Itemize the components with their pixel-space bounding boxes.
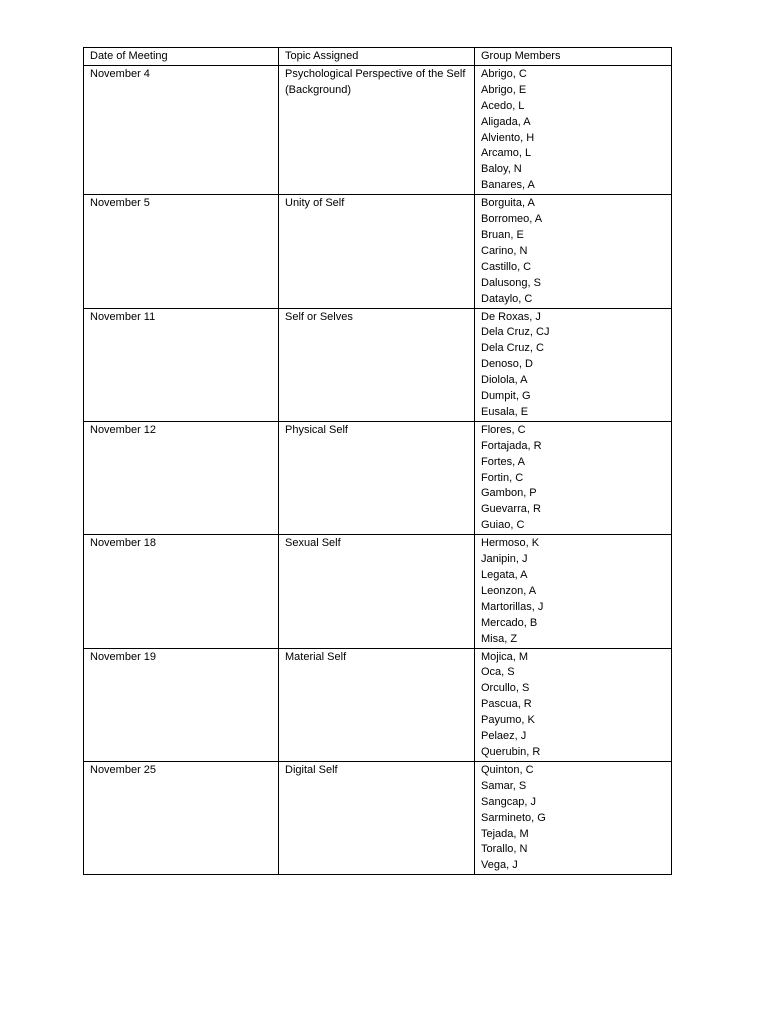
group-member: Acedo, L [481, 99, 525, 112]
group-member: Dalusong, S [481, 276, 541, 289]
header-row [84, 48, 672, 66]
table-row [84, 308, 672, 421]
group-member: Martorillas, J [481, 600, 544, 613]
group-member: Janipin, J [481, 553, 528, 566]
group-member: Quinton, C [481, 763, 534, 776]
group-member: Baloy, N [481, 163, 522, 176]
group-member: Oca, S [481, 666, 515, 679]
group-members [475, 195, 672, 308]
group-member: Dataylo, C [481, 292, 533, 305]
group-member: Abrigo, E [481, 83, 527, 96]
group-member: Aligada, A [481, 115, 531, 128]
group-member: Sangcap, J [481, 795, 537, 808]
group-member: Tejada, M [481, 827, 529, 840]
meeting-date: November 11 [84, 308, 279, 421]
group-member: Fortajada, R [481, 439, 542, 452]
header-topic: Topic Assigned [279, 48, 475, 66]
group-members [475, 761, 672, 874]
topic-assigned: Sexual Self [279, 535, 475, 648]
group-member: Denoso, D [481, 358, 533, 371]
group-member: Pelaez, J [481, 730, 527, 743]
meeting-date: November 5 [84, 195, 279, 308]
group-member: Samar, S [481, 779, 527, 792]
group-member: Leonzon, A [481, 584, 537, 597]
group-member: Guevarra, R [481, 503, 541, 516]
group-members [475, 421, 672, 534]
meeting-date: November 25 [84, 761, 279, 874]
meeting-date: November 4 [84, 65, 279, 194]
topic-assigned: Material Self [279, 648, 475, 761]
topic-assigned: Psychological Perspective of the Self (Background) [279, 65, 475, 194]
topic-assigned: Physical Self [279, 421, 475, 534]
group-member: Flores, C [481, 423, 526, 436]
meeting-date: November 12 [84, 421, 279, 534]
meeting-date: November 18 [84, 535, 279, 648]
group-member: Bruan, E [481, 228, 524, 241]
group-member: Misa, Z [481, 632, 518, 645]
group-member: Sarmineto, G [481, 811, 546, 824]
topic-assigned: Unity of Self [279, 195, 475, 308]
group-member: Torallo, N [481, 843, 528, 856]
group-member: Banares, A [481, 179, 535, 192]
topic-assigned: Digital Self [279, 761, 475, 874]
group-member: Guiao, C [481, 519, 525, 532]
group-member: Mercado, B [481, 616, 538, 629]
group-member: Dela Cruz, C [481, 342, 544, 355]
group-member: De Roxas, J [481, 310, 541, 323]
group-members [475, 65, 672, 194]
table-row [84, 535, 672, 648]
table-row [84, 648, 672, 761]
group-member: Mojica, M [481, 650, 529, 663]
group-member: Castillo, C [481, 260, 532, 273]
schedule-body [84, 65, 672, 874]
group-member: Orcullo, S [481, 682, 530, 695]
meeting-date: November 19 [84, 648, 279, 761]
group-member: Alviento, H [481, 131, 535, 144]
group-member: Diolola, A [481, 374, 528, 387]
group-member: Hermoso, K [481, 537, 540, 550]
group-member: Fortin, C [481, 471, 524, 484]
group-members [475, 648, 672, 761]
schedule-table [83, 47, 672, 875]
group-members [475, 308, 672, 421]
group-member: Arcamo, L [481, 147, 532, 160]
table-row [84, 195, 672, 308]
header-members: Group Members [475, 48, 672, 66]
group-member: Gambon, P [481, 487, 537, 500]
table-row [84, 761, 672, 874]
group-member: Borguita, A [481, 197, 535, 210]
group-member: Carino, N [481, 244, 528, 257]
table-row [84, 65, 672, 194]
table-row [84, 421, 672, 534]
group-member: Fortes, A [481, 455, 526, 468]
group-member: Legata, A [481, 569, 528, 581]
header-date: Date of Meeting [84, 48, 279, 66]
group-member: Vega, J [481, 859, 518, 872]
group-member: Dela Cruz, CJ [481, 326, 550, 339]
group-member: Querubin, R [481, 745, 541, 758]
group-member: Pascua, R [481, 698, 532, 711]
group-member: Payumo, K [481, 714, 535, 727]
group-member: Eusala, E [481, 405, 529, 418]
group-member: Dumpit, G [481, 390, 531, 403]
topic-assigned: Self or Selves [279, 308, 475, 421]
group-member: Borromeo, A [481, 213, 543, 226]
group-members [475, 535, 672, 648]
group-member: Abrigo, C [481, 67, 527, 80]
